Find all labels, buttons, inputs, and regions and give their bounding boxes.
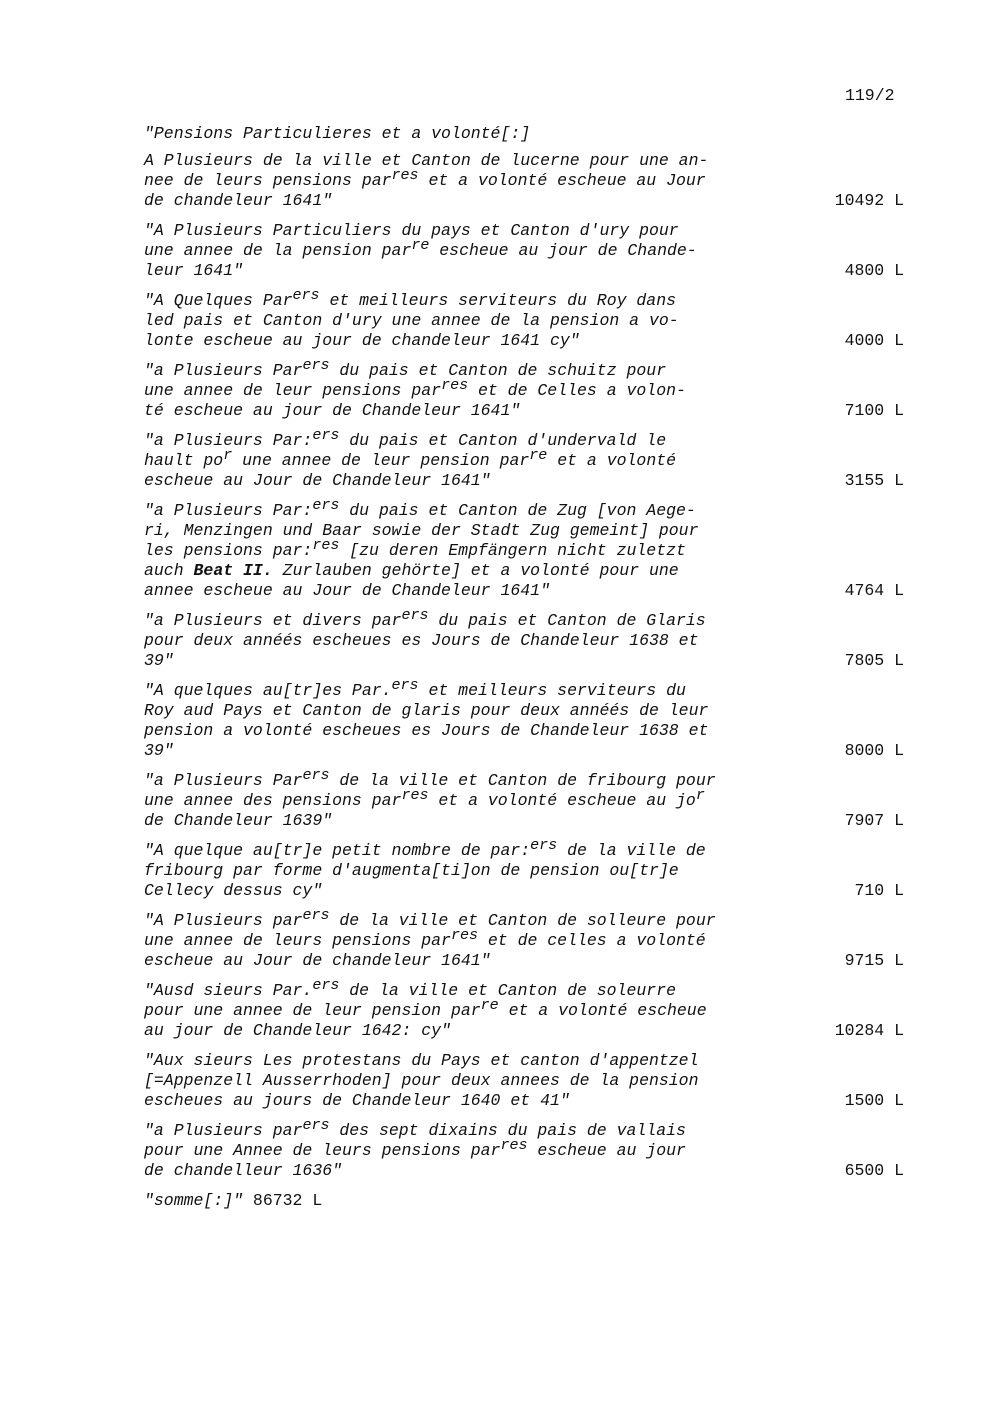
text-segment: pension a volonté escheues es Jours de Chandeleur 1638 et [144,721,709,740]
entry-line [144,377,794,401]
text-segment: Zurlauben gehörte] et a volonté pour une [272,561,679,580]
text-segment: une annee de leurs pensions par [144,931,451,950]
text-segment: de la ville et Canton de fribourg pour [329,771,716,790]
text-segment: escheues au jours de Chandeleur 1640 et 41" [144,1091,570,1110]
text-segment: et de celles a volonté [477,931,706,950]
total-value: 86732 L [243,1191,323,1210]
entry-line [144,1091,794,1111]
text-segment: nee de leurs pensions par [144,171,392,190]
text-segment: "A quelque au[tr]e petit nombre de par: [144,841,531,860]
text-segment: "A Plusieurs Particuliers du pays et Canton d'ury pour [144,221,679,240]
superscript-abbreviation: re [480,997,499,1014]
entry-amount: 8000 L [844,741,904,760]
entry-text [144,151,794,211]
entry-line [144,997,794,1021]
text-segment: escheue au Jour de Chandeleur 1641" [144,471,491,490]
text-segment: une annee des pensions par [144,791,402,810]
entry-line [144,261,794,281]
text-segment: du pais et Canton de schuitz pour [329,361,667,380]
entry-amount: 4764 L [844,581,904,600]
entry-line [144,787,794,811]
text-segment: Cellecy dessus cy" [144,881,323,900]
entry-line [144,1161,794,1181]
pension-entry [144,357,904,421]
entry-line [144,721,794,741]
superscript-abbreviation: ers [530,837,558,854]
entry-line [144,401,794,421]
text-segment: "a Plusieurs Par [144,771,303,790]
text-segment: "Ausd sieurs Par. [144,981,313,1000]
document-body [144,124,904,1211]
text-segment: annee escheue au Jour de Chandeleur 1641" [144,581,550,600]
entry-line [144,677,794,701]
text-segment: ri, Menzingen und Baar sowie der Stadt Zug gemeint] pour [144,521,699,540]
superscript-abbreviation: ers [302,1117,330,1134]
text-segment: "a Plusieurs par [144,1121,303,1140]
entry-line [144,561,794,581]
entry-line [144,521,794,541]
entry-line [144,331,794,351]
entry-text [144,907,794,971]
text-segment: du pais et Canton d'undervald le [339,431,667,450]
entry-amount: 9715 L [844,951,904,970]
entry-text [144,497,794,601]
entry-amount: 7100 L [844,401,904,420]
entry-text [144,427,794,491]
superscript-abbreviation: re [411,237,430,254]
text-segment: leur 1641" [144,261,244,280]
entry-text [144,1051,794,1111]
entry-line [144,311,794,331]
entry-line [144,537,794,561]
pension-entry [144,1117,904,1181]
entry-line [144,427,794,451]
text-segment: escheue au jour de Chande- [429,241,697,260]
entry-line [144,861,794,881]
superscript-abbreviation: re [529,447,548,464]
pension-entry [144,767,904,831]
text-segment: des sept dixains du pais de vallais [329,1121,686,1140]
superscript-abbreviation: r [223,447,233,464]
entry-amount: 710 L [854,881,904,900]
entry-line [144,1021,794,1041]
pension-entry [144,907,904,971]
entry-line [144,287,794,311]
entry-text [144,1117,794,1181]
text-segment: et meilleurs serviteurs du [418,681,686,700]
pension-entry [144,837,904,901]
text-segment: du pais et Canton de Glaris [428,611,706,630]
entry-amount: 3155 L [844,471,904,490]
pension-entry [144,677,904,761]
text-segment: [zu deren Empfängern nicht zuletzt [339,541,686,560]
text-segment: "Aux sieurs Les protestans du Pays et canton d'appentzel [144,1051,699,1070]
text-segment: pour une Annee de leurs pensions par [144,1141,501,1160]
bold-name: Beat II. [193,561,273,580]
entry-text [144,221,794,281]
entry-text [144,607,794,671]
text-segment: du pais et Canton de Zug [von Aege- [339,501,696,520]
pension-entry [144,221,904,281]
entry-line [144,447,794,471]
entry-line [144,881,794,901]
entry-line [144,191,794,211]
text-segment: lonte escheue au jour de chandeleur 1641 cy" [144,331,580,350]
entry-amount: 4000 L [844,331,904,350]
superscript-abbreviation: ers [312,427,340,444]
entry-text [144,357,794,421]
superscript-abbreviation: res [500,1137,528,1154]
superscript-abbreviation: ers [292,287,320,304]
text-segment: "a Plusieurs Par: [144,431,313,450]
text-segment: escheue au jour [527,1141,686,1160]
text-segment: et de Celles a volon- [468,381,686,400]
superscript-abbreviation: ers [312,977,340,994]
entry-line [144,1137,794,1161]
text-segment: "a Plusieurs Par: [144,501,313,520]
text-segment: et a volonté escheue [498,1001,707,1020]
superscript-abbreviation: res [441,377,469,394]
text-segment: fribourg par forme d'augmenta[ti]on de pension ou[tr]e [144,861,679,880]
entry-line [144,741,794,761]
text-segment: et a volonté escheue au jo [428,791,696,810]
text-segment: pour deux annéés escheues es Jours de Chandeleur 1638 et [144,631,699,650]
superscript-abbreviation: ers [302,357,330,374]
section-heading: "Pensions Particulieres et a volonté[:] [144,124,531,143]
text-segment: au jour de Chandeleur 1642: cy" [144,1021,451,1040]
pension-entry [144,607,904,671]
entry-amount: 7805 L [844,651,904,670]
entry-amount: 1500 L [844,1091,904,1110]
entry-line [144,1071,794,1091]
pension-entries [144,151,904,1181]
entry-line [144,581,794,601]
total-line [144,1191,904,1211]
entry-amount: 4800 L [844,261,904,280]
text-segment: escheue au Jour de chandeleur 1641" [144,951,491,970]
text-segment: 39" [144,651,174,670]
entry-amount: 6500 L [844,1161,904,1180]
text-segment: de la ville de [557,841,706,860]
text-segment: une annee de leur pension par [232,451,530,470]
pension-entry [144,151,904,211]
superscript-abbreviation: ers [302,907,330,924]
pension-entry [144,287,904,351]
text-segment: de chandelleur 1636" [144,1161,343,1180]
text-segment: hault po [144,451,224,470]
text-segment: de la ville et Canton de soleurre [339,981,676,1000]
entry-amount: 10284 L [834,1021,904,1040]
text-segment: et a volonté [547,451,677,470]
superscript-abbreviation: res [391,167,419,184]
entry-line [144,221,794,241]
text-segment: de chandeleur 1641" [144,191,333,210]
pension-entry [144,427,904,491]
entry-line [144,167,794,191]
pension-entry [144,497,904,601]
superscript-abbreviation: r [695,787,705,804]
entry-line [144,631,794,651]
entry-line [144,811,794,831]
entry-line [144,497,794,521]
text-segment: et meilleurs serviteurs du Roy dans [319,291,677,310]
entry-line [144,701,794,721]
entry-amount: 7907 L [844,811,904,830]
text-segment: une annee de leur pensions par [144,381,442,400]
entry-text [144,287,794,351]
page-number: 119/2 [845,86,895,105]
entry-line [144,977,794,1001]
entry-text [144,977,794,1041]
superscript-abbreviation: ers [302,767,330,784]
text-segment: Roy aud Pays et Canton de glaris pour deux annéés de leur [144,701,709,720]
entry-amount: 10492 L [834,191,904,210]
text-segment: "A quelques au[tr]es Par. [144,681,392,700]
text-segment: auch [144,561,194,580]
text-segment: et a volonté escheue au Jour [418,171,706,190]
entry-text [144,677,794,761]
superscript-abbreviation: res [401,787,429,804]
entry-text [144,837,794,901]
text-segment: led pais et Canton d'ury une annee de la pension a vo- [144,311,679,330]
entry-line [144,651,794,671]
text-segment: "A Quelques Par [144,291,293,310]
superscript-abbreviation: res [450,927,478,944]
text-segment: 39" [144,741,174,760]
text-segment: les pensions par: [144,541,313,560]
text-segment: pour une annee de leur pension par [144,1001,481,1020]
text-segment: "A Plusieurs par [144,911,303,930]
entry-line [144,1051,794,1071]
text-segment: une annee de la pension par [144,241,412,260]
text-segment: [=Appenzell Ausserrhoden] pour deux annees de la pension [144,1071,699,1090]
entry-line [144,607,794,631]
entry-line [144,237,794,261]
total-label: "somme[:]" [144,1191,244,1210]
entry-text [144,767,794,831]
superscript-abbreviation: ers [312,497,340,514]
pension-entry [144,977,904,1041]
entry-line [144,357,794,381]
entry-line [144,951,794,971]
text-segment: A Plusieurs de la ville et Canton de lucerne pour une an- [144,151,709,170]
entry-line [144,471,794,491]
superscript-abbreviation: res [312,537,340,554]
text-segment: de Chandeleur 1639" [144,811,333,830]
entry-line [144,1117,794,1141]
entry-line [144,151,794,171]
pension-entry [144,1051,904,1111]
text-segment: de la ville et Canton de solleure pour [329,911,716,930]
superscript-abbreviation: ers [401,607,429,624]
entry-line [144,927,794,951]
text-segment: té escheue au jour de Chandeleur 1641" [144,401,521,420]
text-segment: "a Plusieurs et divers par [144,611,402,630]
text-segment: "a Plusieurs Par [144,361,303,380]
entry-line [144,837,794,861]
superscript-abbreviation: ers [391,677,419,694]
